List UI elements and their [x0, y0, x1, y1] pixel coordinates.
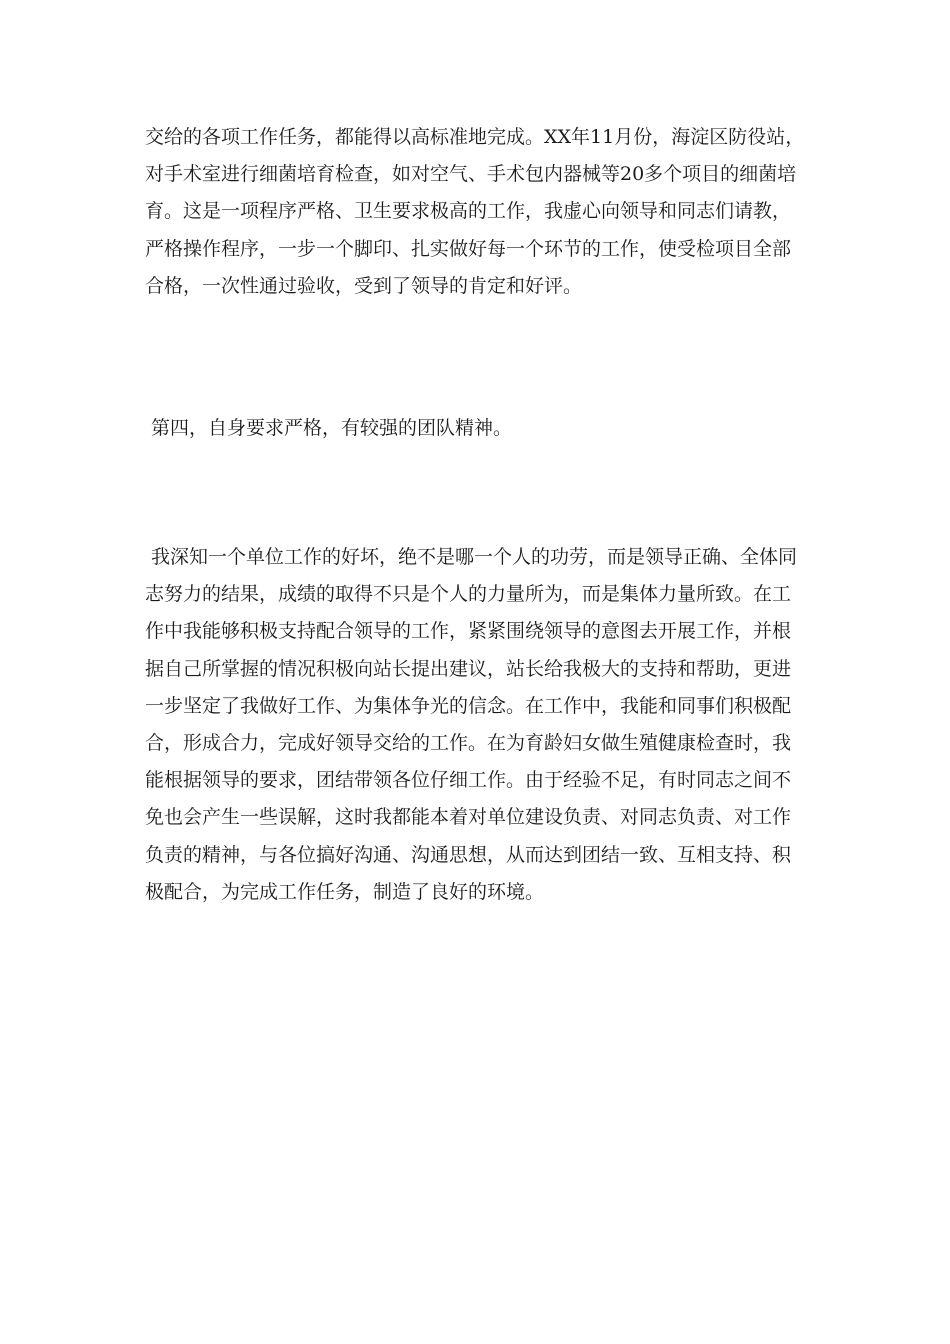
paragraph-line: 据自己所掌握的情况积极向站长提出建议，站长给我极大的支持和帮助，更进 [145, 657, 792, 680]
paragraph-line: 对手术室进行细菌培育检查，如对空气、手术包内器械等20多个项目的细菌培 [145, 163, 797, 186]
paragraph-line: 育。这是一项程序严格、卫生要求极高的工作，我虚心向领导和同志们请教， [145, 200, 792, 223]
paragraph-line: 交给的各项工作任务，都能得以高标准地完成。XX年11月份，海淀区防役站， [145, 126, 805, 148]
paragraph-line: 免也会产生一些误解，这时我都能本着对单位建设负责、对同志负责、对工作 [145, 806, 792, 829]
section-heading-4 [145, 410, 805, 447]
paragraph-line: 一步坚定了我做好工作、为集体争光的信念。在工作中，我能和同事们积极配 [145, 694, 792, 717]
paragraph-line: 合格，一次性通过验收，受到了领导的肯定和好评。 [145, 274, 583, 297]
paragraph-2 [145, 539, 805, 911]
paragraph-1 [145, 119, 805, 305]
heading-text: 第四，自身要求严格，有较强的团队精神。 [145, 417, 513, 439]
paragraph-line: 负责的精神，与各位搞好沟通、沟通思想，从而达到团结一致、互相支持、积 [145, 843, 792, 866]
paragraph-line: 志努力的结果，成绩的取得不只是个人的力量所为，而是集体力量所致。在工 [145, 583, 792, 606]
paragraph-line: 严格操作程序，一步一个脚印、扎实做好每一个环节的工作，使受检项目全部 [145, 237, 792, 260]
paragraph-line: 极配合，为完成工作任务，制造了良好的环境。 [145, 880, 545, 903]
paragraph-line: 合，形成合力，完成好领导交给的工作。在为育龄妇女做生殖健康检查时，我 [145, 732, 792, 755]
paragraph-line: 我深知一个单位工作的好坏，绝不是哪一个人的功劳，而是领导正确、全体同 [145, 546, 798, 568]
paragraph-line: 能根据领导的要求，团结带领各位仔细工作。由于经验不足，有时同志之间不 [145, 769, 792, 792]
paragraph-line: 作中我能够积极支持配合领导的工作，紧紧围绕领导的意图去开展工作，并根 [145, 620, 792, 643]
